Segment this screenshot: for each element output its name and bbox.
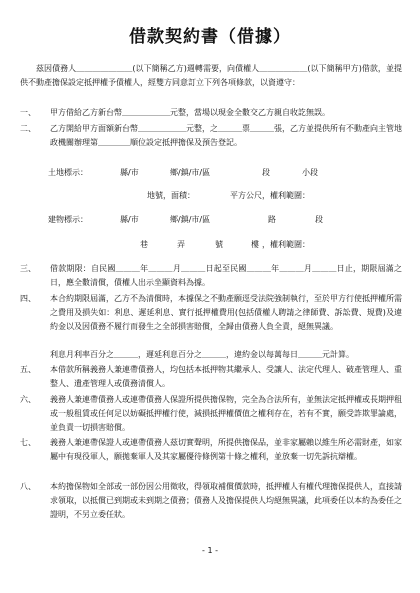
page-number: - 1 - xyxy=(202,546,218,555)
clause-number: 五、 xyxy=(20,365,36,374)
clause-number: 三、 xyxy=(20,264,36,273)
building-no: 號 xyxy=(215,240,223,249)
land-label: 土地標示： xyxy=(48,168,88,177)
clause-number: 四、 xyxy=(20,294,36,303)
clause-text: 甲方借給乙方新台幣＿＿＿＿＿＿元整，當場以現金全數交乙方親自收訖無誤。 xyxy=(50,108,330,117)
building-section: 段 xyxy=(315,215,323,224)
clause-7 xyxy=(20,436,402,464)
intro-paragraph: 茲因債務人＿＿＿＿＿＿＿(以下簡稱乙方)週轉需要，向債權人＿＿＿＿＿＿(以下簡稱甲方)借款，並提供不動產擔保設定抵押權予債權人，經雙方同意訂立下列各項條款，以資遵守： xyxy=(20,64,402,87)
building-county: 縣/市 xyxy=(120,215,139,224)
clause-text: 乙方開給甲方面額新台幣＿＿＿＿＿＿元整，之＿＿＿票＿＿＿張，乙方並提供所有不動產向主管地政機關辦理第＿＿＿＿順位設定抵押擔保及預告登記。 xyxy=(50,124,402,147)
document-title: 借款契約書（借據） xyxy=(129,27,291,47)
building-town: 鄉/鎮/市/區 xyxy=(170,215,211,224)
clause-text: 義務人兼連帶債務人或連帶債務人保證所提供擔保物，完全為合法所有，並無法定抵押權或長期押租或一般租賃或任何足以妨礙抵押權行使，減損抵押權價值之權利存在，若有不實，願受詐欺罪論處，並負責一切損害賠償。 xyxy=(50,395,402,432)
clause-text: 本合約期限屆滿，乙方不為清償時，本據保之不動產願逕受法院強制執行，至於甲方行使抵押權所需之費用及損失如：利息、遲延利息、實行抵押權費用(包括債權人聘請之律師費、訴訟費、規費)及違約金以及因債務不履行而發生之全部損害賠償，全歸由債務人負全責，絕無異議。 xyxy=(50,294,402,331)
clause-4-interest xyxy=(20,348,402,362)
land-subsection: 小段 xyxy=(302,168,318,177)
clause-2 xyxy=(20,122,402,150)
building-lane: 巷 xyxy=(140,240,148,249)
clause-1 xyxy=(20,106,402,120)
clause-4 xyxy=(20,292,402,334)
clause-6 xyxy=(20,393,402,435)
clause-text: 義務人兼連帶保證人或連帶債務人茲切實聲明，所提供擔保品，並非家屬賴以維生所必需財產，如家屬中有現役軍人，願拋棄軍人及其家屬優待條例第十條之權利，並放棄一切先訴抗辯權。 xyxy=(50,438,402,461)
clause-number: 二、 xyxy=(20,124,36,133)
land-town: 鄉/鎮/市/區 xyxy=(170,168,211,177)
land-county: 縣/市 xyxy=(120,168,139,177)
clause-number: 七、 xyxy=(20,438,36,447)
clause-number: 一、 xyxy=(20,108,36,117)
clause-text: 本約擔保物如全部或一部份因公用徵收，得領取補償價款時，抵押權人有權代理擔保提供人，直接請求領取，以抵償已到期或未到期之債務；債務人及擔保提供人均絕無異議，此項委任以本約為委任之證明，不另立委任狀。 xyxy=(50,482,402,519)
building-rights: ，權利範圍： xyxy=(262,240,310,249)
clause-8 xyxy=(20,480,402,522)
building-floor: 樓 xyxy=(251,240,259,249)
clause-text: 本借款所稱義務人兼連帶債務人，均包括本抵押物其繼承人、受讓人、法定代理人、破產管理人、重整人、遺產管理人或債務清償人。 xyxy=(50,365,402,388)
building-alley: 弄 xyxy=(177,240,185,249)
land-lotno: 地號，面積： xyxy=(147,191,195,200)
clause-text: 借款期限：自民國＿＿＿年＿＿＿月＿＿＿日起至民國＿＿＿年＿＿＿月＿＿＿日止，期限屆滿之日，應全數清償，債權人出示坐顯資料為據。 xyxy=(50,264,402,287)
clause-3 xyxy=(20,262,402,290)
land-area: 平方公尺，權利範圍： xyxy=(230,191,310,200)
building-label: 建物標示： xyxy=(48,215,88,224)
building-road: 路 xyxy=(268,215,276,224)
clause-text: 利息月利率百分之＿＿＿，遲延利息百分之＿＿＿，違約金以每萬每日＿＿＿元計算。 xyxy=(50,350,354,359)
clause-5 xyxy=(20,363,402,391)
land-section: 段 xyxy=(262,168,270,177)
clause-number: 六、 xyxy=(20,395,36,404)
clause-number: 八、 xyxy=(20,482,36,491)
